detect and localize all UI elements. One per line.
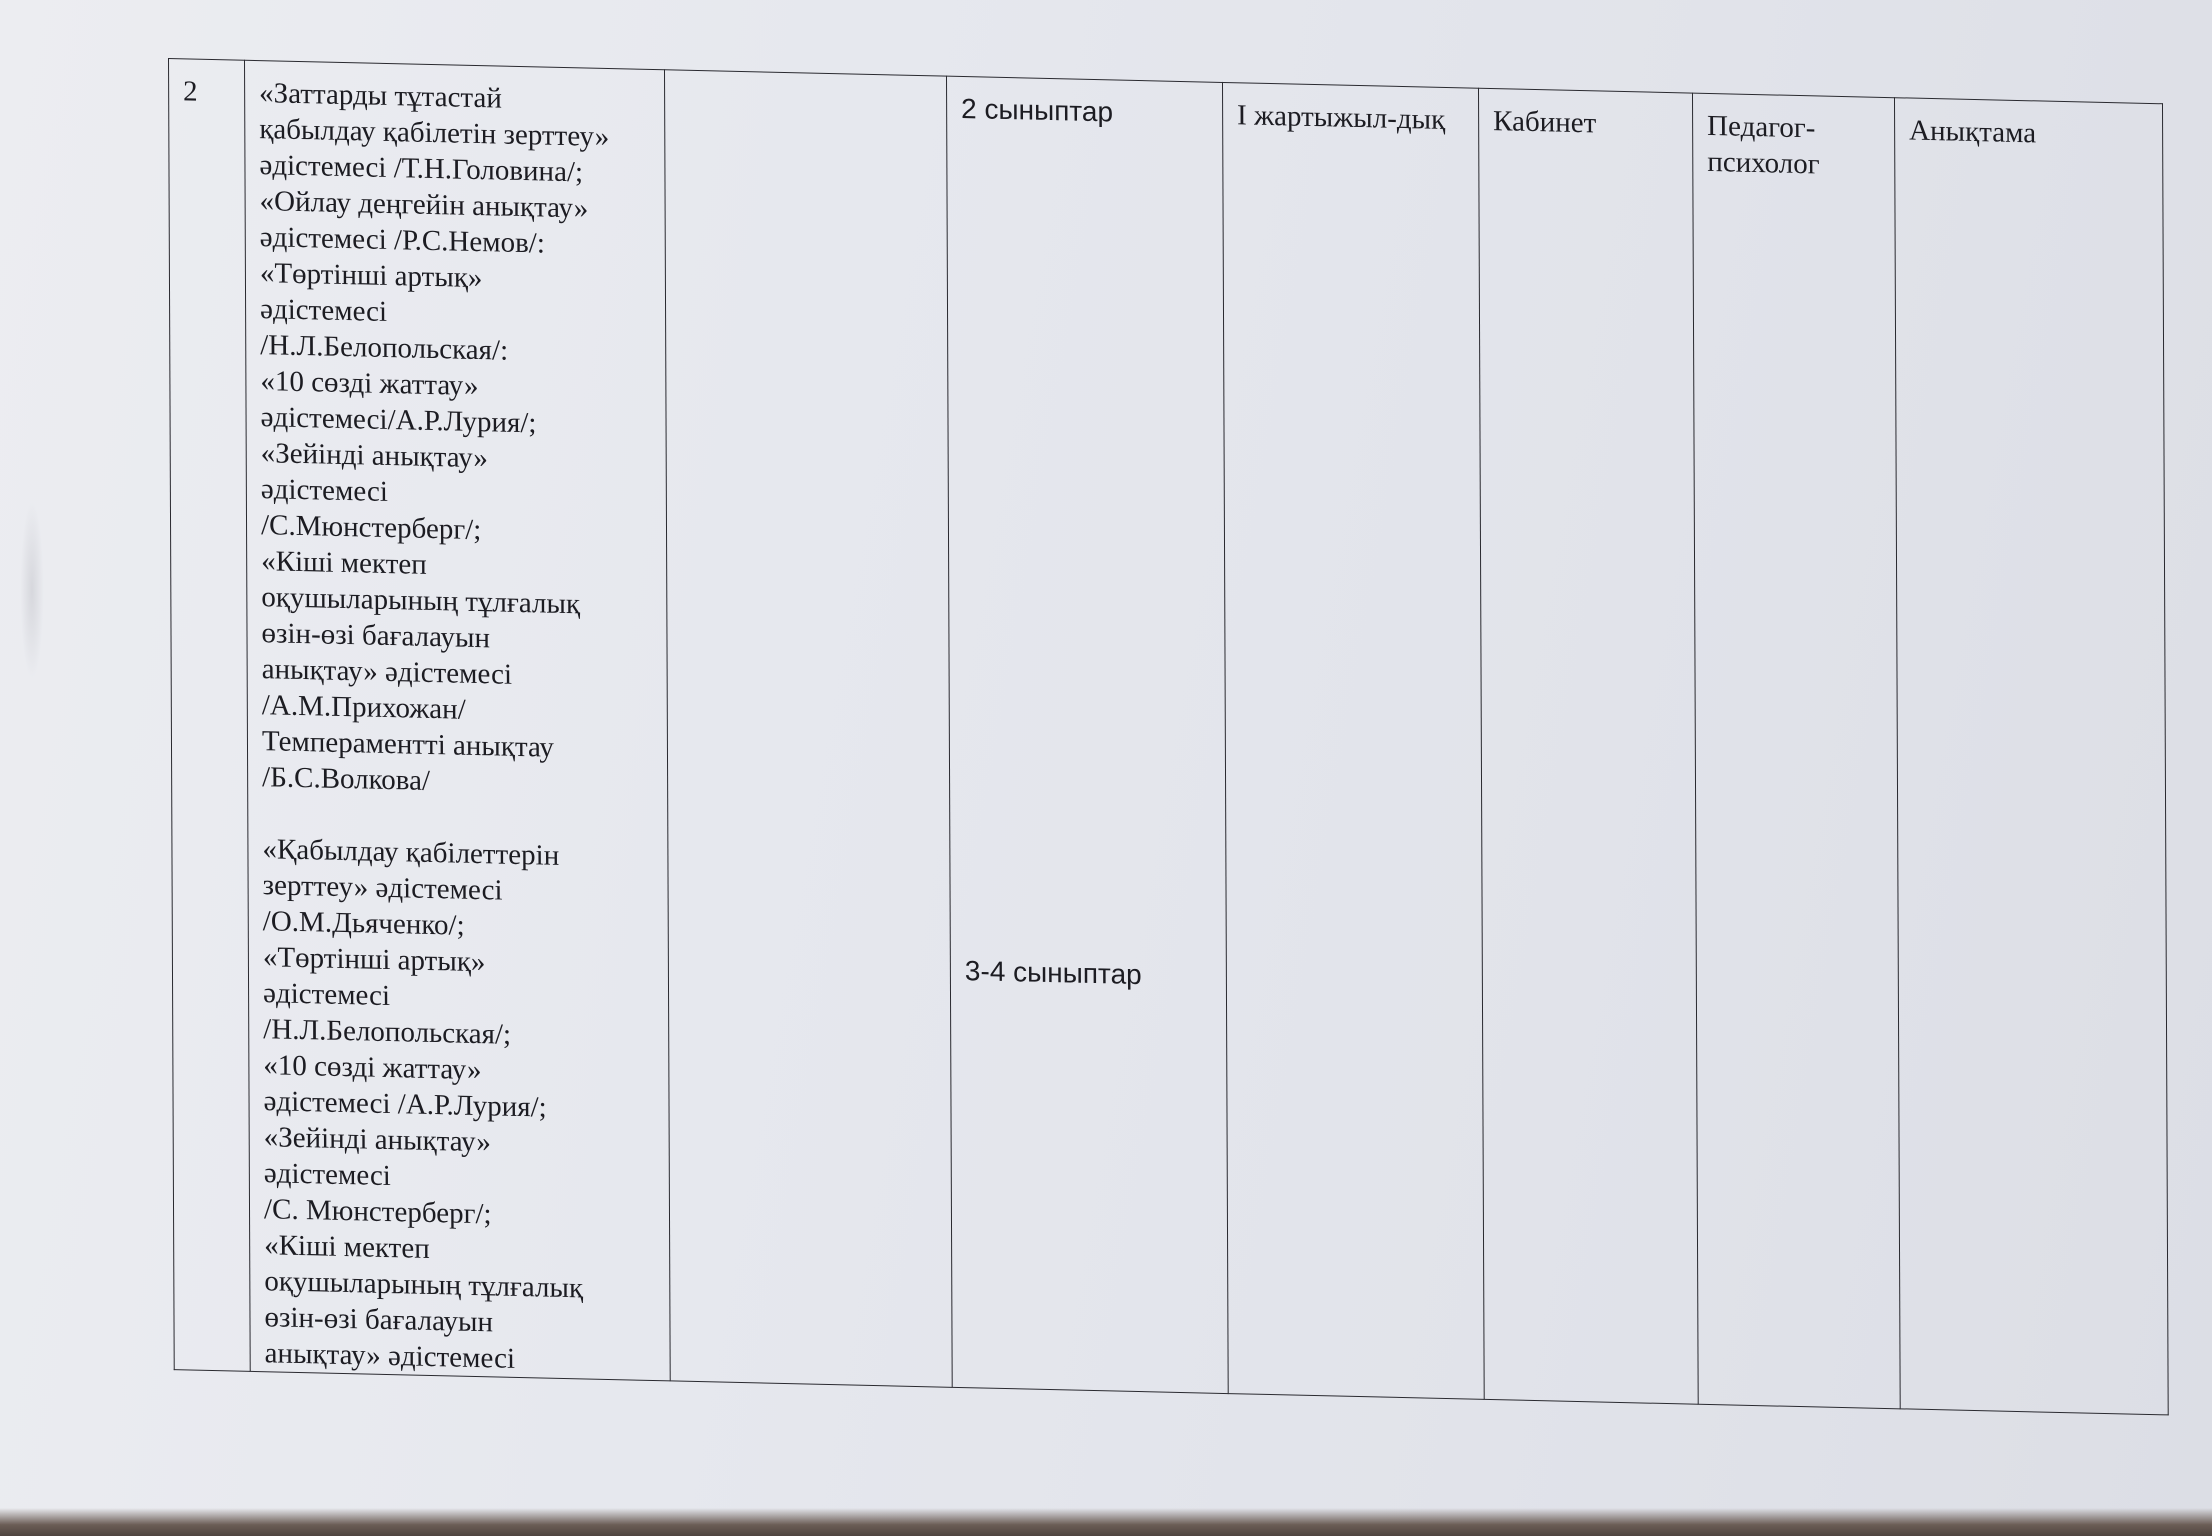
- method-line: «10 сөзді жаттау»: [260, 365, 479, 403]
- method-line: «Зейінді анықтау»: [263, 1121, 491, 1159]
- method-line: «Кіші мектеп: [261, 545, 427, 581]
- responsible-line-2: психолог: [1707, 145, 1820, 181]
- plan-table: [168, 58, 2169, 1415]
- method-line: оқушыларының тұлғалық: [261, 581, 581, 621]
- method-line: «Қабылдау қабілеттерін: [262, 833, 560, 872]
- table-wrapper: [168, 58, 2169, 1415]
- method-line: «Кіші мектеп: [264, 1229, 430, 1265]
- report-form-label: Анықтама: [1909, 114, 2037, 150]
- grade-3-4-label: 3-4 сыныптар: [964, 955, 1142, 991]
- empty-cell: [664, 70, 952, 1388]
- report-form-cell: [1894, 98, 2168, 1415]
- method-line: анықтау» әдістемесі: [264, 1337, 516, 1375]
- method-line: «Ойлау деңгейін анықтау»: [259, 185, 589, 225]
- method-line: әдістемесі: [263, 1157, 391, 1193]
- method-line: оқушыларының тұлғалық: [264, 1265, 584, 1305]
- grade-cell: [946, 76, 1228, 1393]
- method-line: «10 сөзді жаттау»: [263, 1049, 482, 1087]
- method-line: /С. Мюнстерберг/;: [263, 1193, 492, 1231]
- method-line: әдістемесі: [260, 293, 388, 328]
- responsible-cell: [1692, 93, 1900, 1409]
- methods-cell: [245, 60, 671, 1381]
- grade-2-label: 2 сыныптар: [961, 92, 1114, 128]
- method-line: «Зейінді анықтау»: [260, 437, 488, 475]
- method-line: әдістемесі /Т.Н.Головина/;: [259, 149, 584, 189]
- term-label: І жартыжыл-дық: [1237, 99, 1446, 136]
- responsible-line-1: Педагог-: [1707, 109, 1816, 145]
- row-number-cell: [169, 59, 251, 1372]
- place-cell: [1478, 88, 1698, 1404]
- method-line: әдістемесі /А.Р.Лурия/;: [263, 1085, 547, 1124]
- method-line: әдістемесі /Р.С.Немов/:: [259, 221, 545, 260]
- method-line: /Н.Л.Белопольская/;: [263, 1013, 512, 1051]
- paper-stain: [20, 500, 44, 680]
- method-line: өзін-өзі бағалауын: [264, 1301, 494, 1339]
- method-line: /Б.С.Волкова/: [262, 761, 431, 797]
- method-line: «Төртінші артық»: [259, 257, 483, 295]
- method-line: /А.М.Прихожан/: [261, 689, 466, 726]
- method-line: «Төртінші артық»: [262, 941, 486, 979]
- method-line: /Н.Л.Белопольская/:: [260, 329, 509, 367]
- method-line: әдістемесі: [263, 977, 391, 1013]
- methods-block-second: [262, 831, 657, 1380]
- method-line: әдістемесі/А.Р.Лурия/;: [260, 401, 537, 440]
- method-line: әдістемесі: [260, 473, 388, 508]
- term-cell: [1222, 82, 1484, 1399]
- method-line: Темпераментті анықтау: [261, 725, 554, 764]
- method-line: «Заттарды тұтастай: [259, 77, 502, 115]
- method-line: қабылдау қабілетін зерттеу»: [259, 113, 610, 154]
- method-line: зерттеу» әдістемесі: [262, 869, 503, 907]
- row-number: 2: [183, 75, 198, 108]
- method-line: /О.М.Дьяченко/;: [262, 905, 465, 942]
- method-line: өзін-өзі бағалауын: [261, 617, 491, 655]
- methods-block-first: [259, 75, 655, 804]
- table-row: [169, 59, 2169, 1415]
- place-label: Кабинет: [1493, 105, 1597, 140]
- method-line: анықтау» әдістемесі: [261, 653, 513, 691]
- bottom-shadow: [0, 1508, 2212, 1536]
- method-line: /С.Мюнстерберг/;: [260, 509, 482, 547]
